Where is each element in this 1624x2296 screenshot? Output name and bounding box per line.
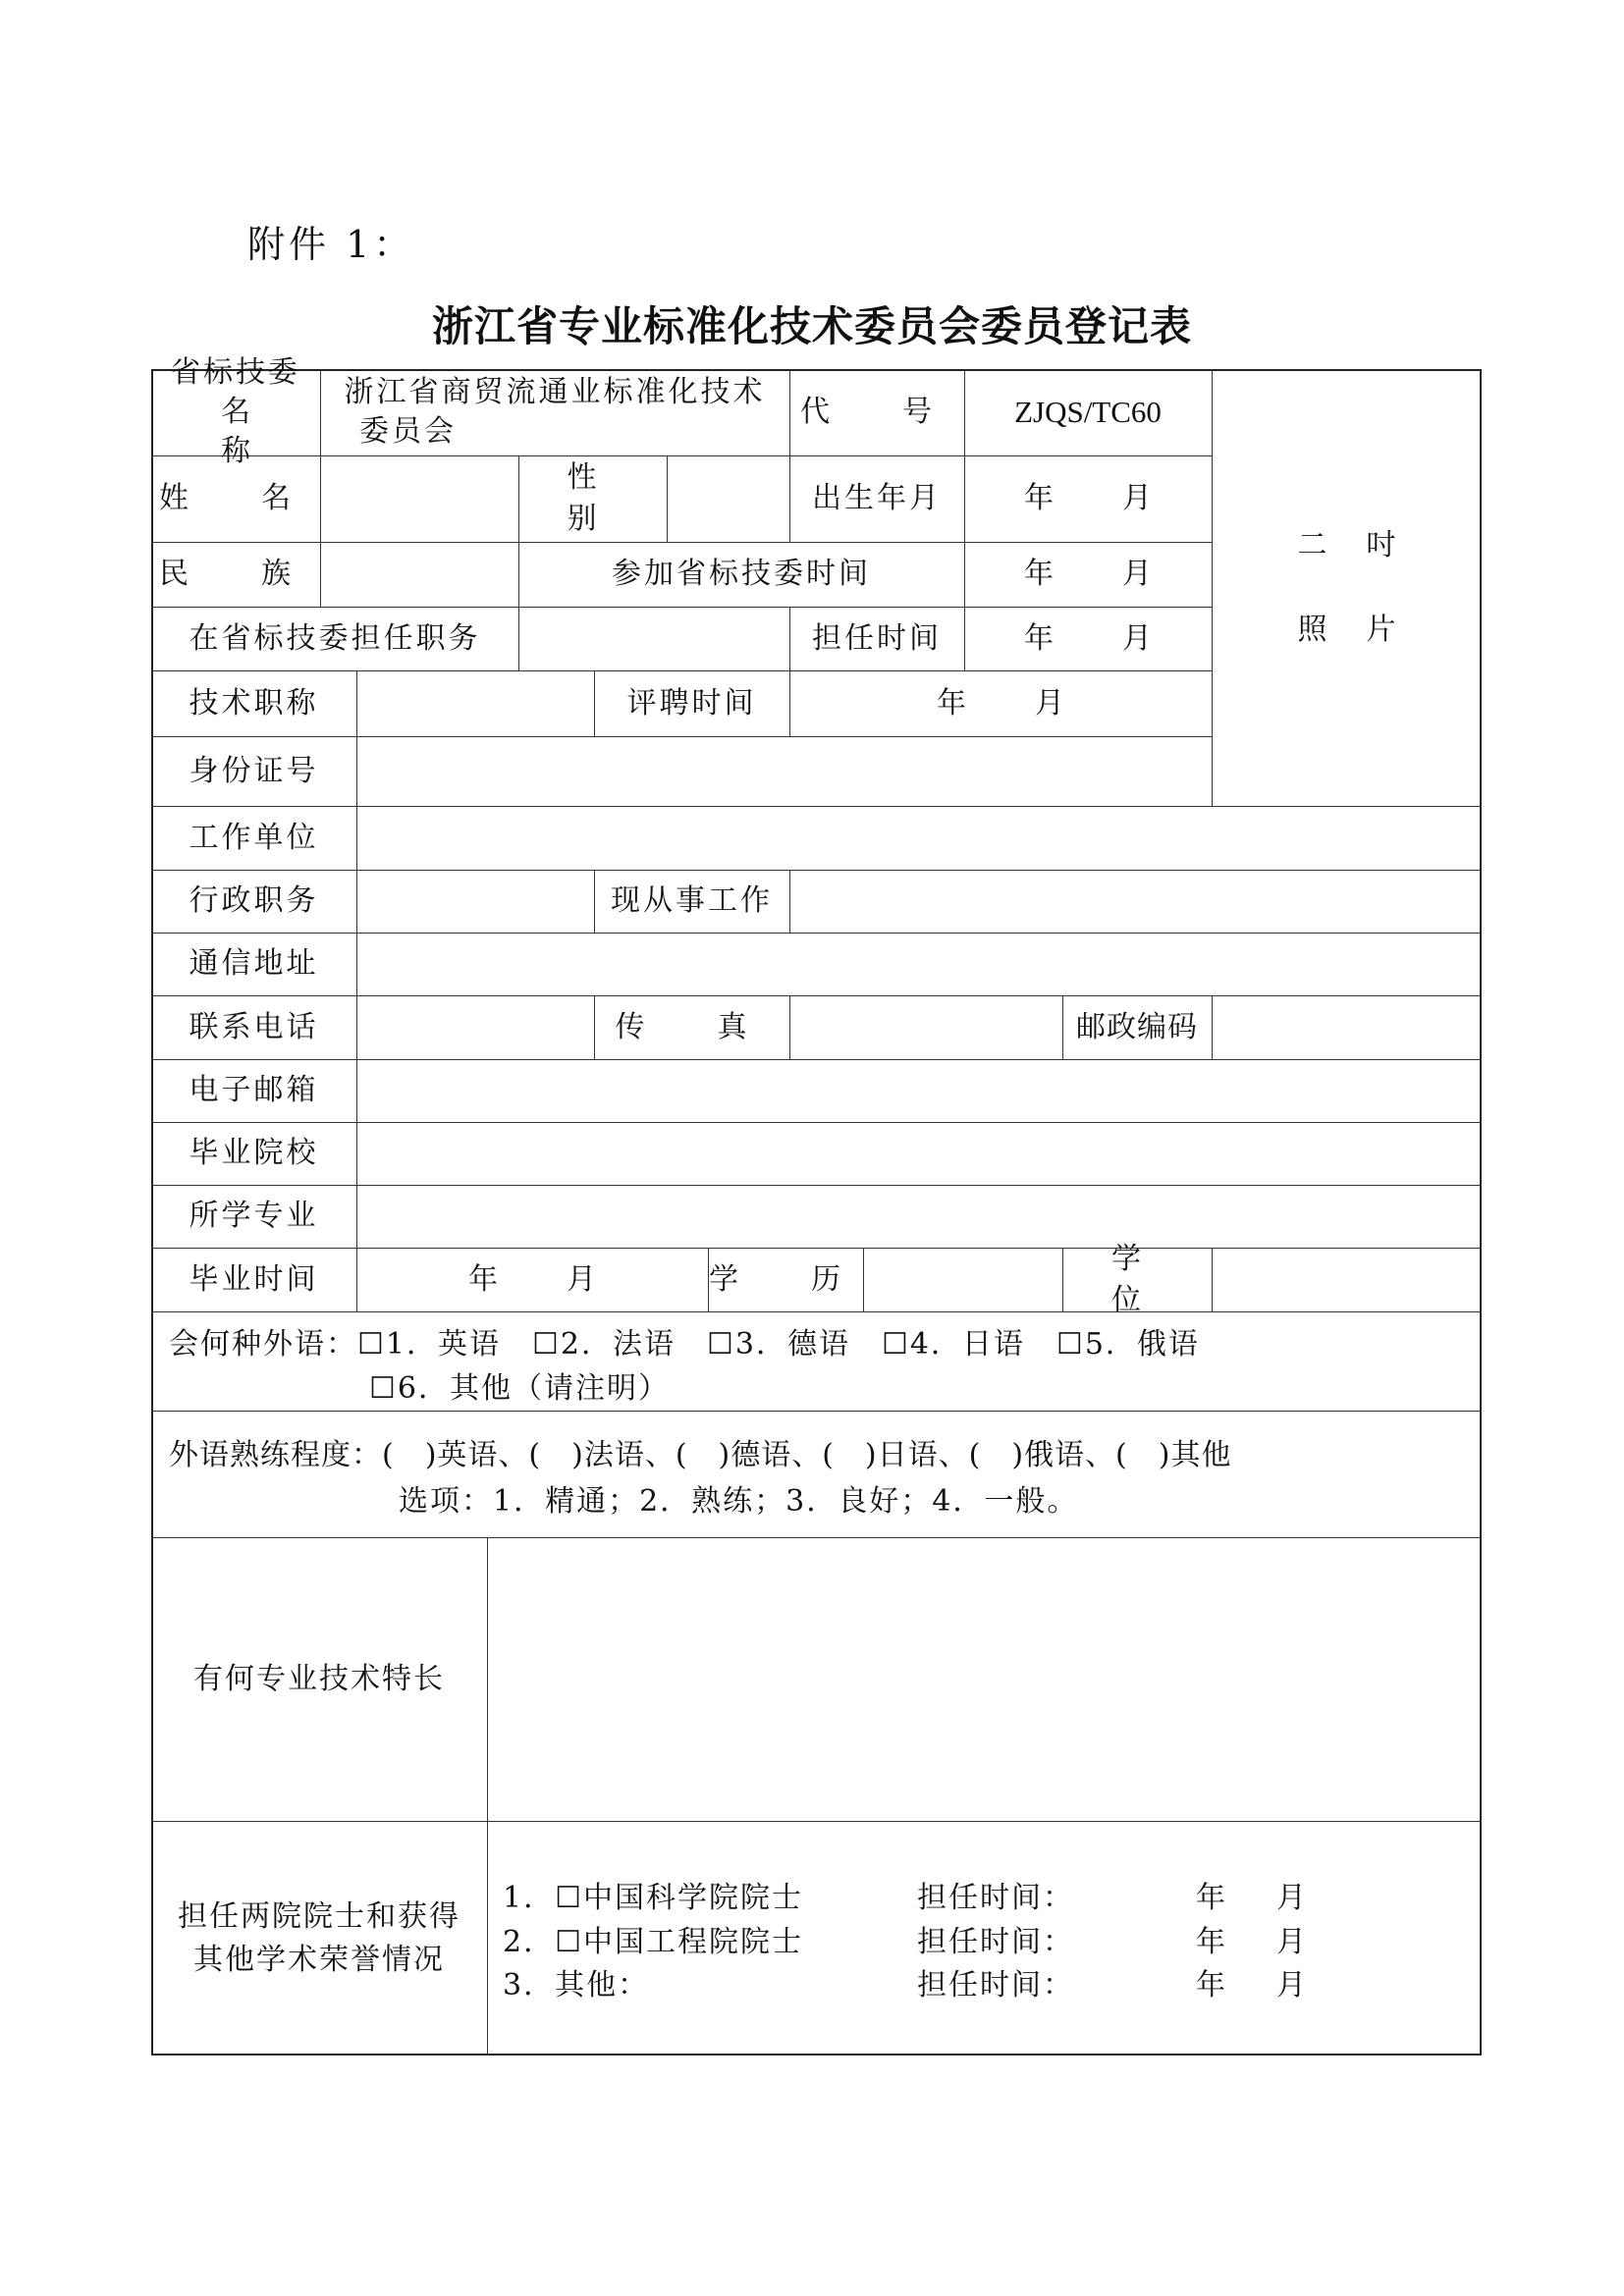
school-field[interactable] (356, 1122, 1482, 1185)
phone-label: 联系电话 (189, 1009, 319, 1044)
proficiency-line1[interactable]: 外语熟练程度：( )英语、( )法语、( )德语、( )日语、( )俄语、( )其他 (169, 1438, 1232, 1472)
address-field[interactable] (356, 933, 1482, 995)
registration-form (151, 355, 1482, 2056)
id-number-label: 身份证号 (189, 753, 319, 788)
proficiency-line2: 选项：1．精通；2．熟练；3．良好；4．一般。 (399, 1484, 1079, 1519)
name-label: 姓 名 (159, 481, 312, 515)
appoint-time-label: 评聘时间 (626, 685, 757, 721)
major-label: 所学专业 (189, 1199, 319, 1233)
term-time-field[interactable]: 年 月 (1024, 620, 1152, 656)
language-options-line2[interactable]: ☐6．其他（请注明） (369, 1371, 670, 1406)
ethnicity-field[interactable] (320, 542, 518, 607)
work-unit-label: 工作单位 (189, 820, 319, 855)
photo-placeholder[interactable]: 二吋 照片 (1297, 527, 1435, 647)
major-field[interactable] (356, 1185, 1482, 1248)
committee-name-value: 浙江省商贸流通业标准化技术 委员会 (344, 375, 766, 449)
education-label: 学 历 (709, 1261, 862, 1297)
language-question[interactable]: 会何种外语：☐1．英语 ☐2．法语 ☐3．德语 ☐4．日语 ☐5．俄语 (169, 1327, 1200, 1362)
code-value: ZJQS/TC60 (1014, 395, 1162, 429)
fax-label: 传 真 (615, 1009, 769, 1044)
honor-time-label: 担任时间： (917, 1925, 1074, 1959)
fax-field[interactable] (789, 995, 1062, 1059)
gender-label: 性 别 (567, 460, 670, 536)
name-field[interactable] (320, 455, 518, 542)
join-time-field[interactable]: 年 月 (1024, 557, 1152, 591)
email-field[interactable] (356, 1059, 1482, 1122)
appoint-time-field[interactable]: 年 月 (937, 685, 1064, 721)
honor-time-label: 担任时间： (917, 1968, 1074, 2002)
form-title: 浙江省专业标准化技术委员会委员登记表 (431, 302, 1192, 350)
committee-position-field[interactable] (518, 607, 789, 670)
honor-item-cae[interactable]: 2．☐中国工程院院士 (503, 1925, 803, 1959)
birth-label: 出生年月 (812, 481, 942, 515)
specialty-label: 有何专业技术特长 (193, 1661, 445, 1696)
honor-time-label: 担任时间： (917, 1881, 1074, 1915)
honor-time-value[interactable]: 年 月 (1196, 1881, 1306, 1915)
education-field[interactable] (863, 1248, 1062, 1311)
join-time-label: 参加省标技委时间 (612, 557, 871, 591)
email-label: 电子邮箱 (189, 1073, 319, 1107)
honor-item-other[interactable]: 3．其他： (503, 1968, 650, 2002)
honor-time-value[interactable]: 年 月 (1196, 1925, 1306, 1959)
grad-time-label: 毕业时间 (189, 1261, 319, 1297)
grad-time-field[interactable]: 年 月 (468, 1261, 596, 1297)
postcode-label: 邮政编码 (1076, 1009, 1198, 1044)
work-unit-field[interactable] (356, 806, 1482, 870)
committee-position-label: 在省标技委担任职务 (189, 620, 481, 656)
phone-field[interactable] (356, 995, 594, 1059)
tech-title-label: 技术职称 (189, 685, 319, 721)
current-work-field[interactable] (789, 870, 1482, 933)
admin-post-field[interactable] (356, 870, 594, 933)
honors-label: 担任两院院士和获得 其他学术荣誉情况 (178, 1898, 460, 1977)
attachment-label: 附件 1： (247, 223, 415, 266)
address-label: 通信地址 (189, 946, 319, 981)
degree-field[interactable] (1212, 1248, 1482, 1311)
honor-item-cas[interactable]: 1．☐中国科学院院士 (503, 1881, 803, 1915)
ethnicity-label: 民 族 (159, 557, 312, 591)
gender-field[interactable] (667, 455, 789, 542)
admin-post-label: 行政职务 (189, 883, 319, 918)
specialty-field[interactable] (487, 1537, 1482, 1821)
committee-name-label: 省标技委 名 称 (171, 355, 339, 468)
degree-label: 学 位 (1111, 1241, 1214, 1317)
tech-title-field[interactable] (356, 670, 594, 736)
honor-time-value[interactable]: 年 月 (1196, 1968, 1306, 2002)
current-work-label: 现从事工作 (611, 883, 773, 918)
id-number-field[interactable] (356, 736, 1212, 806)
postcode-field[interactable] (1212, 995, 1482, 1059)
birth-field[interactable]: 年 月 (1024, 481, 1152, 515)
code-label: 代 号 (800, 395, 953, 429)
term-time-label: 担任时间 (812, 620, 942, 656)
language-options-line1[interactable]: ☐1．英语 ☐2．法语 ☐3．德语 ☐4．日语 ☐5．俄语 (357, 1327, 1200, 1362)
school-label: 毕业院校 (189, 1136, 319, 1170)
